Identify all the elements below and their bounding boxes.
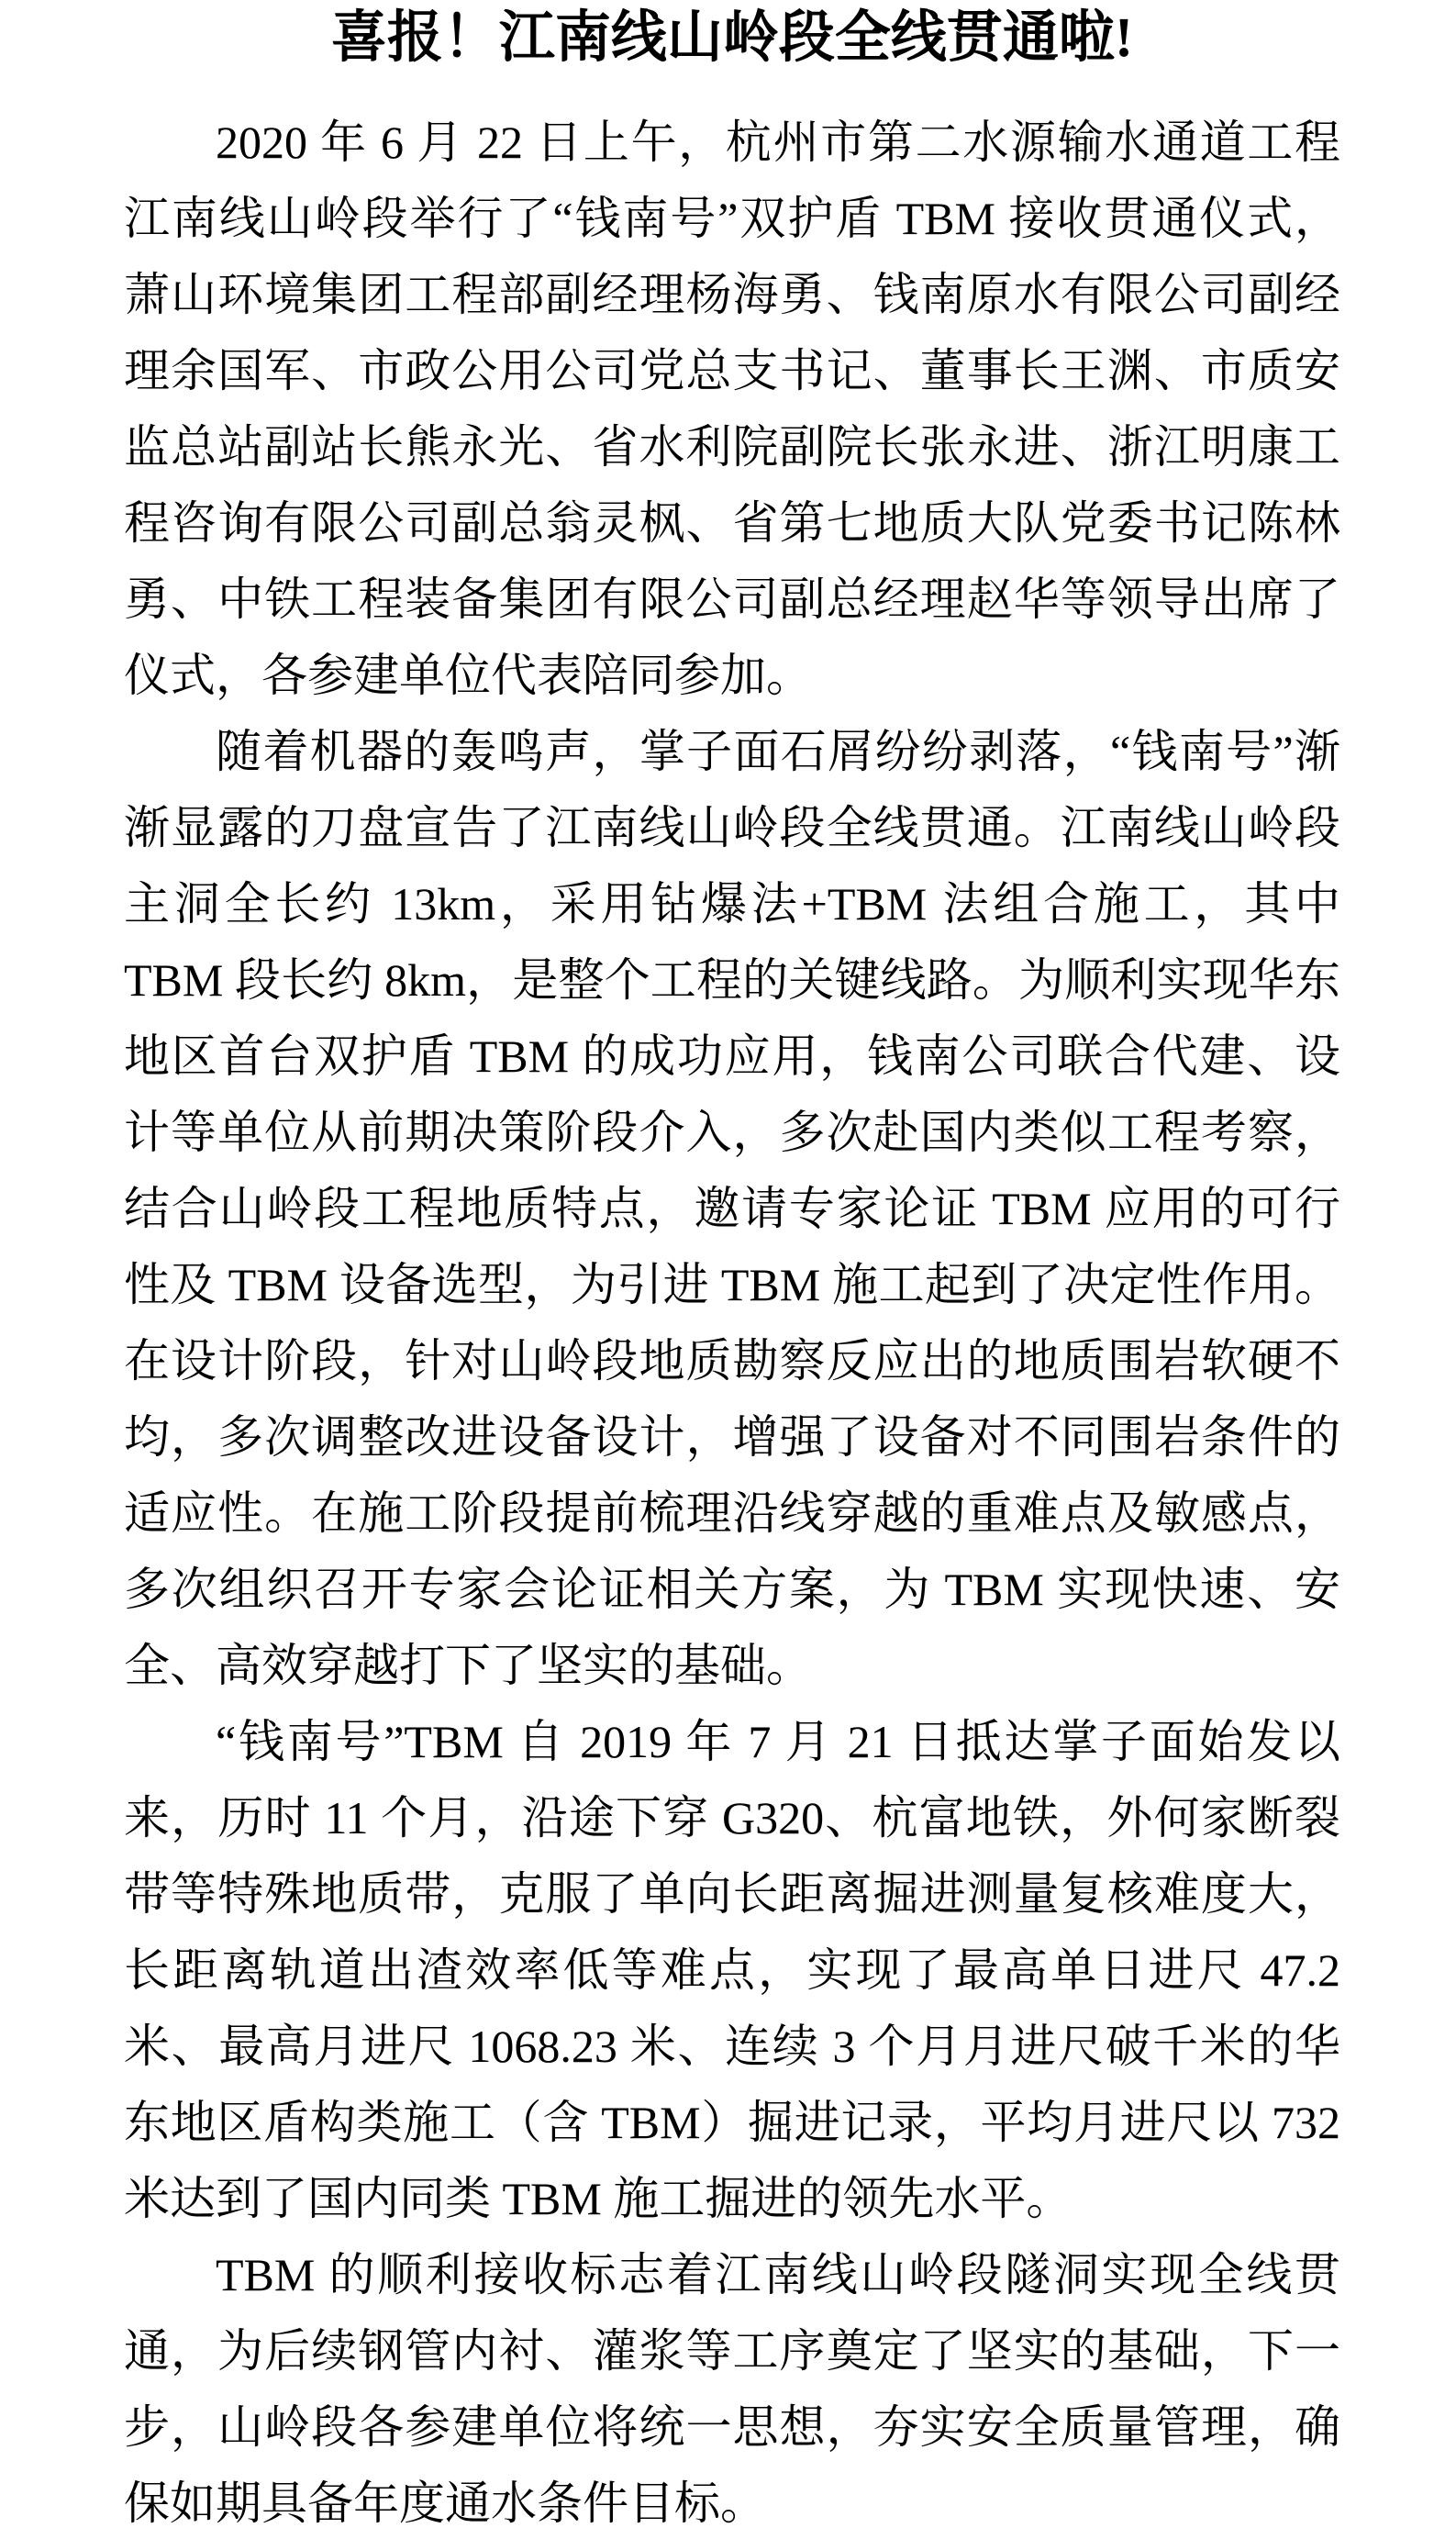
paragraph-1: 2020 年 6 月 22 日上午，杭州市第二水源输水通道工程江南线山岭段举行了“钱南号”双护盾 TBM 接收贯通仪式，萧山环境集团工程部副经理杨海勇、钱南原水有限公司副经理余国军、市政公用公司党总支书记、董事长王渊、市质安监总站副站长熊永光、省水利院副院长张永进、浙江明康工程咨询有限公司副总翁灵枫、省第七地质大队党委书记陈林勇、中铁工程装备集团有限公司副总经理赵华等领导出席了仪式，各参建单位代表陪同参加。 [124,117,1340,701]
document-content [124,0,1340,2528]
paragraph-4: TBM 的顺利接收标志着江南线山岭段隧洞实现全线贯通，为后续钢管内衬、灌浆等工序奠定了坚实的基础，下一步，山岭段各参建单位将统一思想，夯实安全质量管理，确保如期具备年度通水条件目标。 [124,2249,1340,2528]
paragraph-3: “钱南号”TBM 自 2019 年 7 月 21 日抵达掌子面始发以来，历时 11 个月，沿途下穿 G320、杭富地铁，外何家断裂带等特殊地质带，克服了单向长距离掘进测量复核难度大，长距离轨道出渣效率低等难点，实现了最高单日进尺 47.2 米、最高月进尺 1068.23 米、连续 3 个月月进尺破千米的华东地区盾构类施工（含 TBM）掘进记录，平均月进尺以 732 米达到了国内同类 TBM 施工掘进的领先水平。 [124,1716,1340,2224]
paragraph-2: 随着机器的轰鸣声，掌子面石屑纷纷剥落，“钱南号”渐渐显露的刀盘宣告了江南线山岭段全线贯通。江南线山岭段主洞全长约 13km，采用钻爆法+TBM 法组合施工，其中 TBM 段长约 8km，是整个工程的关键线路。为顺利实现华东地区首台双护盾 TBM 的成功应用，钱南公司联合代建、设计等单位从前期决策阶段介入，多次赴国内类似工程考察，结合山岭段工程地质特点，邀请专家论证 TBM 应用的可行性及 TBM 设备选型，为引进 TBM 施工起到了决定性作用。在设计阶段，针对山岭段地质勘察反应出的地质围岩软硬不均，多次调整改进设备设计，增强了设备对不同围岩条件的适应性。在施工阶段提前梳理沿线穿越的重难点及敏感点，多次组织召开专家会论证相关方案，为 TBM 实现快速、安全、高效穿越打下了坚实的基础。 [124,726,1340,1691]
document-body [124,105,1340,2528]
document-title: 喜报！江南线山岭段全线贯通啦! [330,7,1134,69]
